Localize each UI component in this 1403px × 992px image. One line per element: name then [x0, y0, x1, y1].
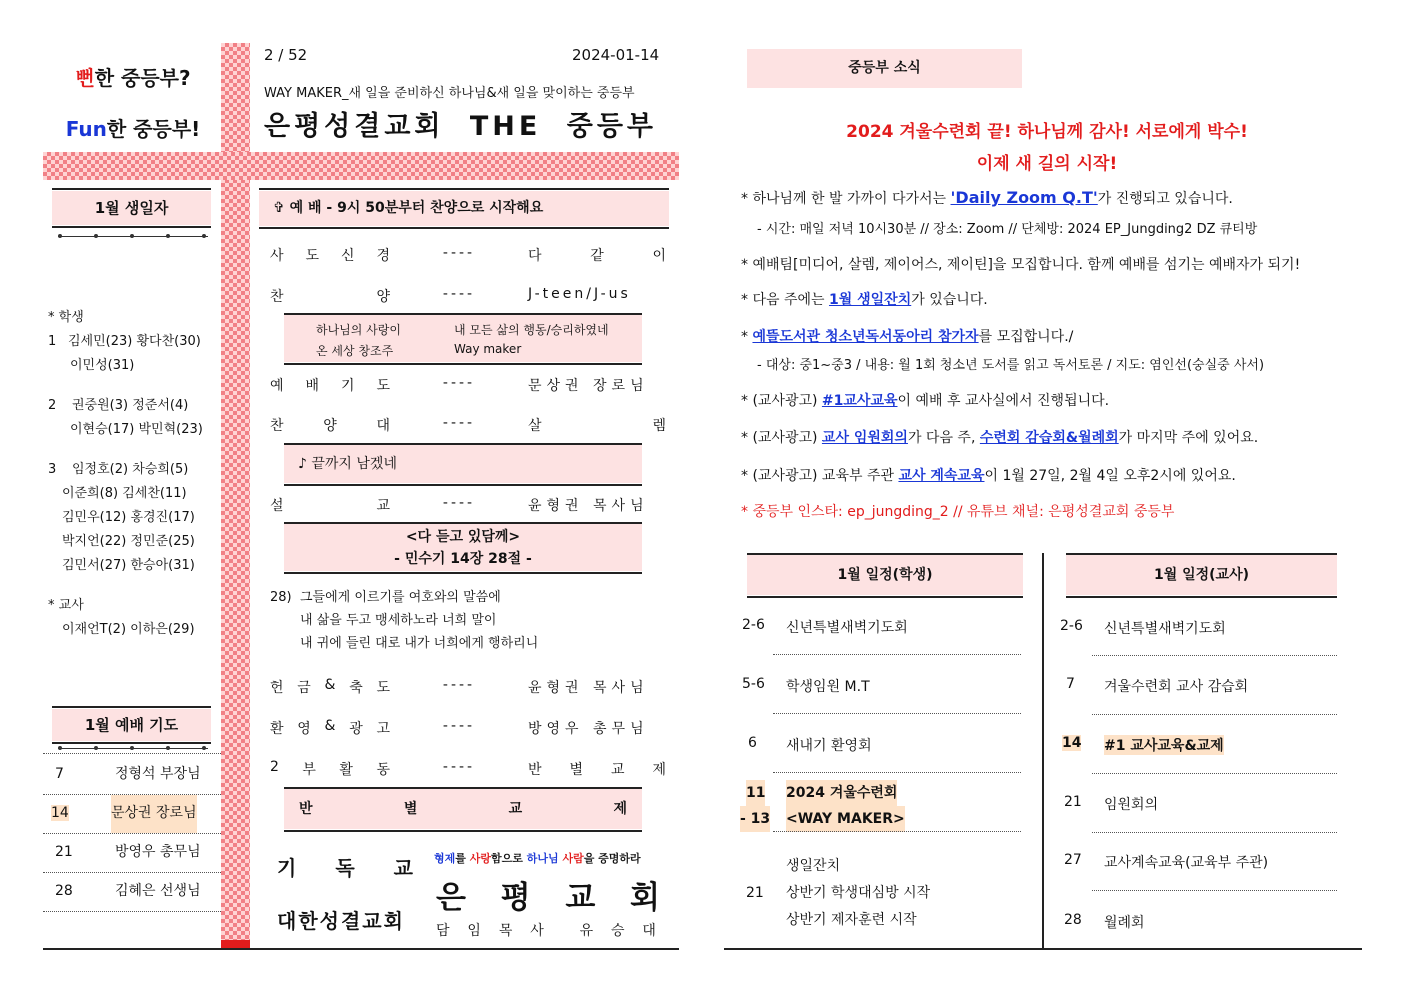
- news-item: * (교사광고) 교육부 주관 교사 계속교육이 1월 27일, 2월 4일 오후2시에 있어요.: [741, 468, 1236, 484]
- bead-divider: [58, 236, 208, 239]
- footer-pastor: 담 임 목 사 유 승 대: [436, 923, 656, 939]
- issue-date: 2024-01-14: [572, 46, 660, 64]
- teachers-schedule-title: 1월 일정(교사): [1066, 555, 1337, 595]
- slogan: 뻔한 중등부? Fun한 중등부!: [65, 66, 201, 141]
- sermon-box: <다 듣고 있담께> - 민수기 14장 28절 -: [284, 524, 642, 571]
- birthday-group-2: 2 권중원(3) 정준서(4) 이현승(17) 박민혁(23): [48, 398, 203, 437]
- order-label: 사 도 신 경: [270, 248, 390, 264]
- retreat-review-link[interactable]: 수련회 감습회&월례회: [979, 430, 1119, 446]
- songs-box: 하나님의 사랑이 온 세상 창조주 내 모든 삶의 행동/승리하였네 Way maker: [284, 315, 642, 362]
- bead-divider: [58, 748, 208, 751]
- page-title: 은평성결교회 THE 중등부: [264, 111, 657, 142]
- dzqt-link[interactable]: 'Daily Zoom Q.T': [950, 188, 1098, 207]
- birthday-teacher-label: * 교사: [48, 598, 84, 613]
- news-sub: - 대상: 중1~중3 / 내용: 월 1회 청소년 도서를 읽고 독서토론 / 지도: 염인선(숭실중 사서): [757, 358, 1265, 373]
- page-number: 2 / 52: [264, 46, 308, 64]
- news-item: * 예배팀[미디어, 살렘, 제이어스, 제이틴]을 모집합니다. 함께 예배를 섬기는 예배자가 되기!: [741, 257, 1301, 273]
- birthday-group-3: 3 임정호(2) 차승희(5) 이준희(8) 김세찬(11) 김민우(12) 홍경진(17) 박지언(22) 정민준(25) 김민서(27) 한승아(31): [48, 462, 195, 573]
- table-row: 14 문상권 장로님: [43, 795, 221, 834]
- students-schedule-title: 1월 일정(학생): [747, 555, 1023, 595]
- news-headline: 2024 겨울수련회 끝! 하나님께 감사! 서로에게 박수! 이제 새 길의 시작!: [846, 122, 1248, 174]
- news-item: * 중등부 인스타: ep_jungding_2 // 유튜브 채널: 은평성결교회 중등부: [741, 504, 1175, 520]
- footer-tagline: 형제를 사랑함으로 하나님 사람을 증명하라: [434, 852, 641, 865]
- news-item: * (교사광고) #1교사교육이 예배 후 교사실에서 진행됩니다.: [741, 393, 1110, 409]
- order-row: 찬 양 ---- J-teen/J-us: [270, 286, 631, 305]
- prayer-table: [43, 756, 221, 912]
- news-item: * 예뜰도서관 청소년독서동아리 참가자를 모집합니다./: [741, 329, 1074, 345]
- order-row: 설 교 ---- 윤형권 목사님: [270, 495, 649, 514]
- birthday-party-link[interactable]: 1월 생일잔치: [828, 292, 912, 308]
- table-row: 21 방영우 총무님: [43, 834, 221, 873]
- table-row: 28 김혜은 선생님: [43, 873, 221, 912]
- order-row: 찬 양 대 ---- 살 렘: [270, 415, 666, 434]
- scripture-verse: 28) 그들에게 이르기를 여호와의 말씀에 내 삶을 두고 맹세하노라 너희 말이 내 귀에 들린 대로 내가 너희에게 행하리니: [270, 590, 539, 651]
- choir-song: ♪ 끝까지 남겠네: [284, 445, 642, 483]
- birthday-group-1: 1 김세민(23) 황다찬(30) 이민성(31): [48, 334, 201, 373]
- prayer-title: 1월 예배 기도: [52, 709, 211, 741]
- column-divider: [1042, 553, 1044, 949]
- news-item: * 다음 주에는 1월 생일잔치가 있습니다.: [741, 292, 988, 308]
- library-club-link[interactable]: 예뜰도서관 청소년독서동아리 참가자: [752, 329, 979, 345]
- footer-church-name: 은 평 교 회: [436, 880, 660, 916]
- part2-box: 반 별 교 제: [284, 789, 642, 829]
- news-item: * 하나님께 한 발 가까이 다가서는 'Daily Zoom Q.T'가 진행되고 있습니다.: [741, 188, 1233, 207]
- table-row: 7 정형석 부장님: [43, 756, 221, 795]
- news-label: 중등부 소식: [747, 49, 1022, 88]
- news-item: * (교사광고) 교사 임원회의가 다음 주, 수련회 감습회&월례회가 마지막 주에 있어요.: [741, 430, 1259, 446]
- header-subtitle: WAY MAKER_새 일을 준비하신 하나님&새 일을 맞이하는 중등부: [264, 86, 635, 101]
- footer-church-denom: 대한성결교회: [277, 909, 405, 933]
- officer-meeting-link[interactable]: 교사 임원회의: [821, 430, 908, 446]
- footer-denomination: 기 독 교: [277, 856, 413, 880]
- worship-header: ✞ 예 배 - 9시 50분부터 찬양으로 시작해요: [259, 191, 669, 226]
- birthday-teachers: 이재언T(2) 이하은(29): [62, 622, 195, 637]
- order-row: 사 도 신 경 ---- 다 같 이: [270, 245, 666, 264]
- order-row: 헌 금 & 축 도 ---- 윤형권 목사님: [270, 677, 649, 696]
- order-row: 예 배 기 도 ---- 문상권 장로님: [270, 375, 649, 394]
- birthday-title: 1월 생일자: [52, 191, 211, 225]
- news-sub: - 시간: 매일 저녁 10시30분 // 장소: Zoom // 단체방: 2024 EP_Jungding2 DZ 큐티방: [757, 222, 1258, 237]
- cross-horizontal: [43, 152, 679, 180]
- order-row: 환 영 & 광 고 ---- 방영우 총무님: [270, 718, 649, 737]
- teacher-continuing-link[interactable]: 교사 계속교육: [898, 468, 985, 484]
- teacher-edu-link[interactable]: #1교사교육: [821, 393, 898, 409]
- birthday-student-label: * 학생: [48, 310, 84, 325]
- order-row: 2 부 활 동 ---- 반 별 교 제: [270, 759, 666, 778]
